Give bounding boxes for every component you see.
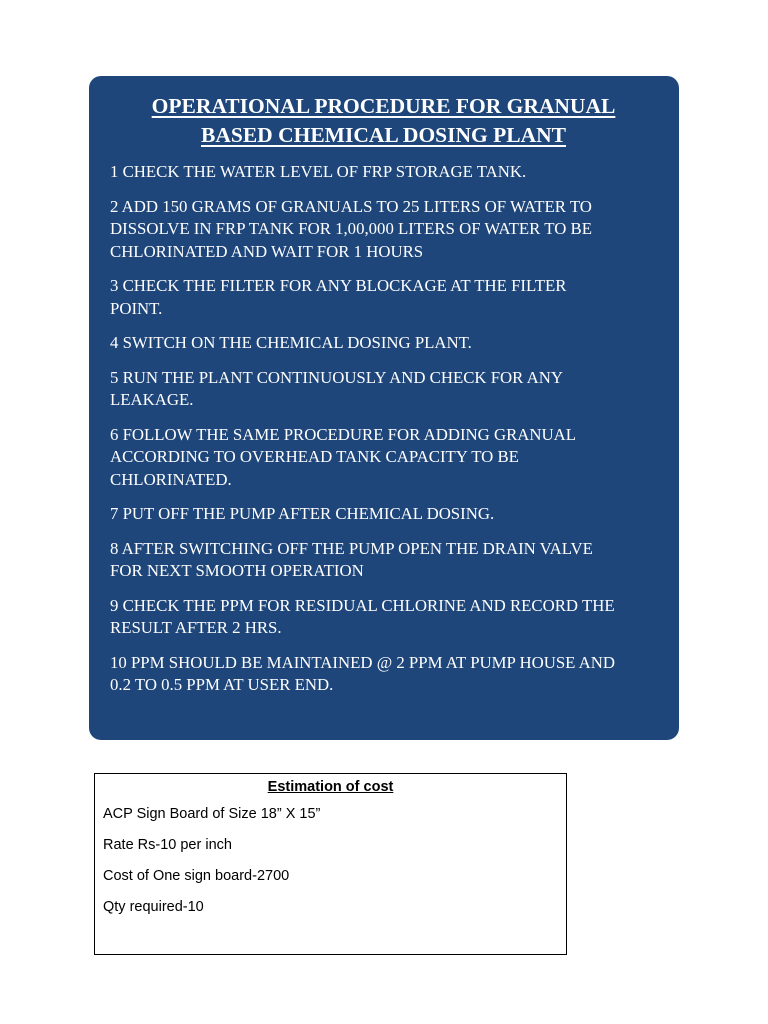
procedure-step-2: 2 ADD 150 GRAMS OF GRANUALS TO 25 LITERS OF WATER TO DISSOLVE IN FRP TANK FOR 1,00,000 LITERS OF WATER TO BE CHLORINATED AND WAIT FOR 1 HOURS xyxy=(110,196,592,261)
procedure-step-8: 8 AFTER SWITCHING OFF THE PUMP OPEN THE DRAIN VALVE FOR NEXT SMOOTH OPERATION xyxy=(110,538,593,580)
cost-line-board-size: ACP Sign Board of Size 18” X 15” xyxy=(103,806,321,822)
procedure-step-10: 10 PPM SHOULD BE MAINTAINED @ 2 PPM AT PUMP HOUSE AND 0.2 TO 0.5 PPM AT USER END. xyxy=(110,652,616,694)
procedure-sign-board xyxy=(89,76,679,740)
procedure-step-1: 1 CHECK THE WATER LEVEL OF FRP STORAGE TANK. xyxy=(110,162,527,181)
procedure-step-5: 5 RUN THE PLANT CONTINUOUSLY AND CHECK FOR ANY LEAKAGE. xyxy=(110,367,563,409)
cost-title: Estimation of cost xyxy=(267,779,394,795)
procedure-step-9: 9 CHECK THE PPM FOR RESIDUAL CHLORINE AND RECORD THE RESULT AFTER 2 HRS. xyxy=(110,595,615,637)
cost-estimation-box xyxy=(94,773,567,955)
sign-title: OPERATIONAL PROCEDURE FOR GRANUAL BASED CHEMICAL DOSING PLANT xyxy=(151,94,616,147)
procedure-step-list xyxy=(110,161,657,697)
procedure-step-4: 4 SWITCH ON THE CHEMICAL DOSING PLANT. xyxy=(110,333,472,352)
cost-line-rate: Rate Rs-10 per inch xyxy=(103,837,232,853)
procedure-step-3: 3 CHECK THE FILTER FOR ANY BLOCKAGE AT THE FILTER POINT. xyxy=(110,276,567,318)
cost-line-unit-cost: Cost of One sign board-2700 xyxy=(103,868,290,884)
cost-line-quantity: Qty required-10 xyxy=(103,899,204,915)
procedure-step-7: 7 PUT OFF THE PUMP AFTER CHEMICAL DOSING. xyxy=(110,504,495,523)
procedure-step-6: 6 FOLLOW THE SAME PROCEDURE FOR ADDING GRANUAL ACCORDING TO OVERHEAD TANK CAPACITY TO BE CHLORINATED. xyxy=(110,424,577,489)
